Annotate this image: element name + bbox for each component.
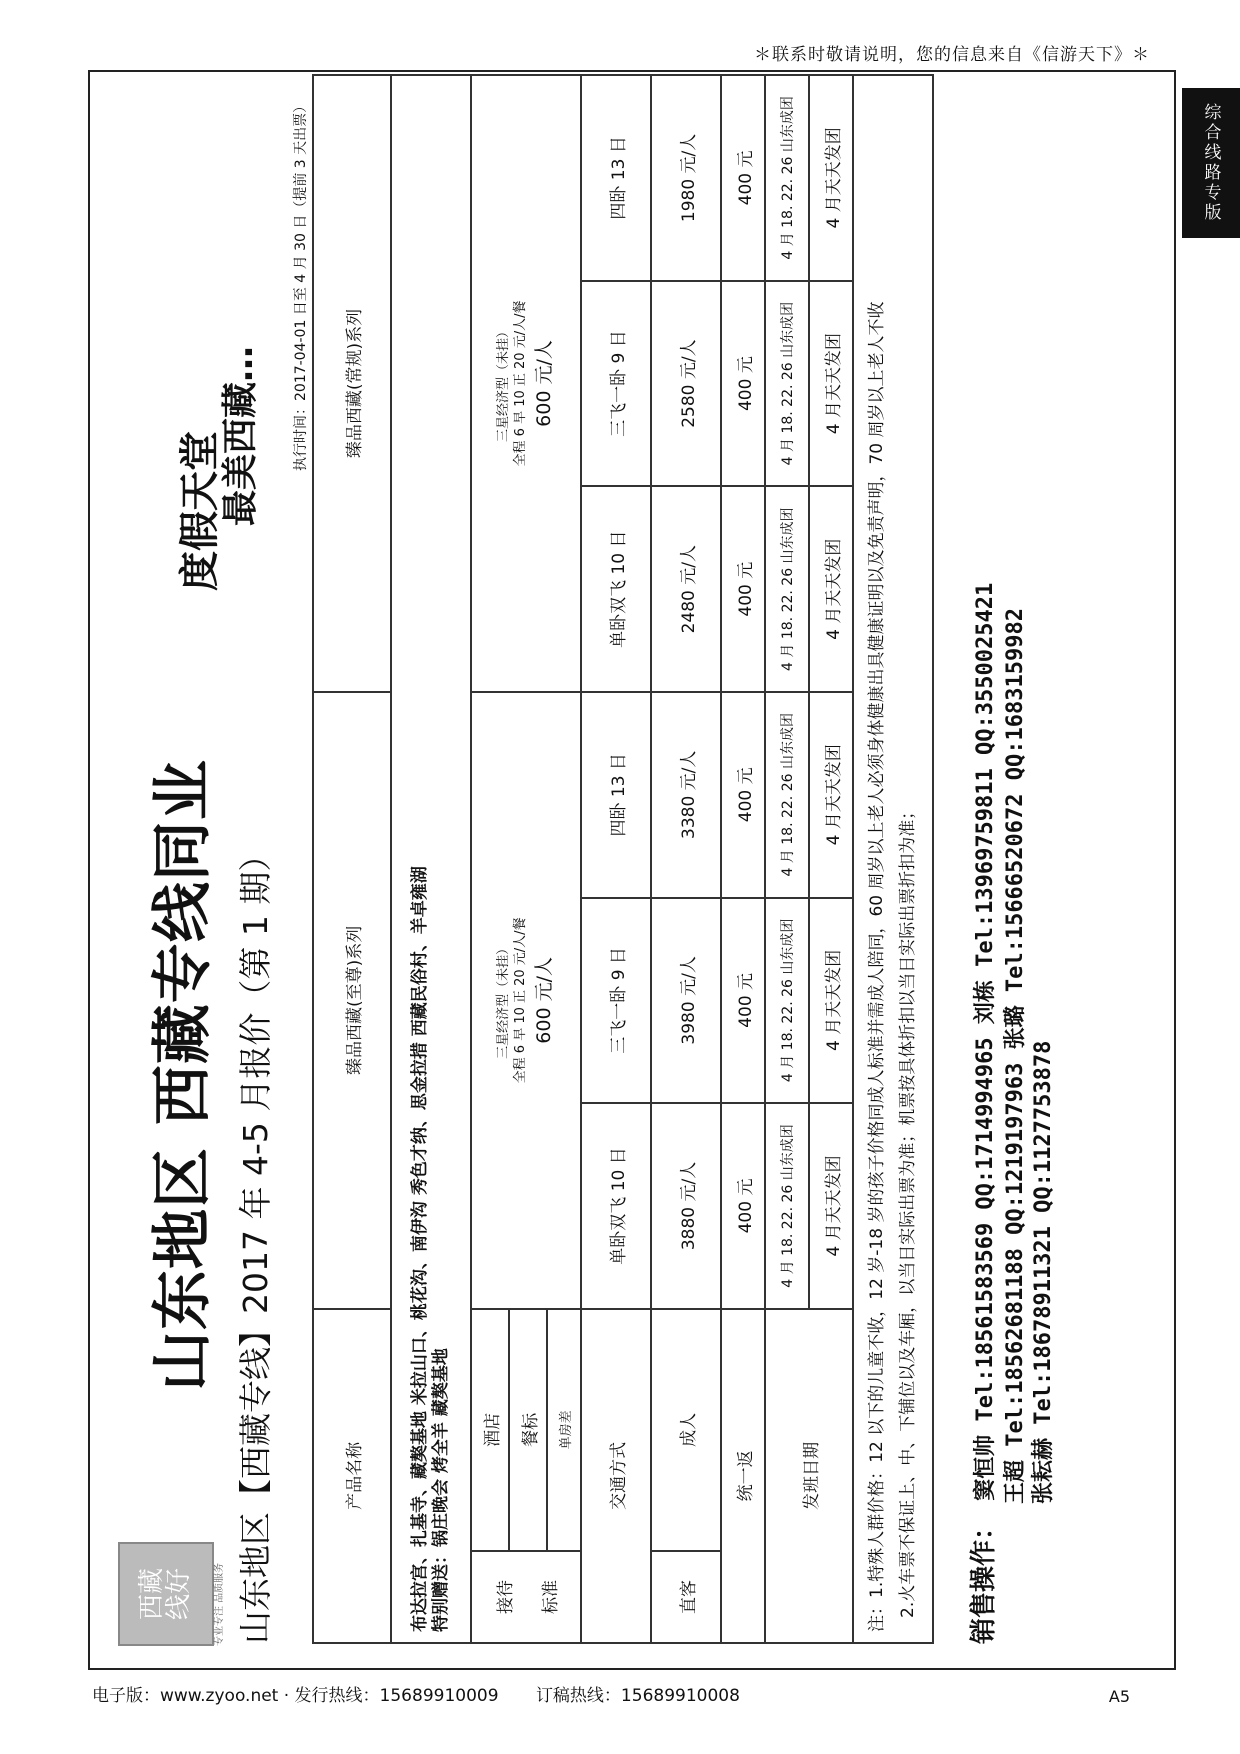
attractions-text: 布达拉宫、扎基寺、藏獒基地 米拉山口、桃花沟、南伊沟 秀色才纳、思金拉措 西藏民俗村、羊卓雍湖 (409, 866, 430, 1632)
dep-group-cell: 4 月 18. 22. 26 山东成团 (765, 486, 809, 692)
return-cell: 400 元 (721, 1103, 765, 1309)
dep-daily-cell: 4 月天天发团 (809, 898, 853, 1104)
contact-line: 王超 Tel:18562681188 QQ:1219197963 张璐 Tel:15666520672 QQ:1683159982 (1002, 608, 1028, 1504)
section-tab: 综合线路专版 (1182, 88, 1240, 238)
dep-group-cell: 4 月 18. 22. 26 山东成团 (765, 1103, 809, 1309)
main-title: 山东地区 西藏专线同业 (148, 759, 218, 1391)
contacts-label: 销售操作： (969, 1513, 999, 1644)
contact-line: 窦恒帅 Tel:18561583569 QQ:1714994965 刘栋 Tel:13969759811 QQ:3550025421 (973, 582, 998, 1501)
single-room-label: 单房差 (547, 1309, 581, 1551)
return-label: 统一返 (721, 1309, 765, 1643)
price-cell: 2580 元/人 (651, 281, 721, 487)
transport-cell: 四卧 13 日 (581, 75, 651, 281)
standard-label: 标准 (541, 1580, 561, 1614)
gift-text: 特别赠送：锅庄晚会 烤全羊 藏獒基地 (431, 1348, 451, 1632)
series-2: 臻品西藏(常规)系列 (313, 75, 391, 692)
transport-cell: 四卧 13 日 (581, 692, 651, 898)
dep-group-cell: 4 月 18. 22. 26 山东成团 (765, 898, 809, 1104)
dep-daily-cell: 4 月天天发团 (809, 281, 853, 487)
footer-right: 订稿热线：15689910008 (535, 1686, 740, 1706)
holiday-subtitle: 最美西藏… (220, 345, 261, 526)
direct-label: 直客 (651, 1551, 721, 1643)
meal-std-1: 全程 6 早 10 正 20 元/人/餐 (512, 917, 528, 1084)
departure-label: 发班日期 (765, 1309, 853, 1643)
attractions (391, 75, 471, 1643)
return-cell: 400 元 (721, 898, 765, 1104)
footer-left: 电子版：www.zyoo.net · 发行热线：15689910009 (92, 1686, 499, 1706)
return-cell: 400 元 (721, 75, 765, 281)
dep-daily-cell: 4 月天天发团 (809, 75, 853, 281)
footer (92, 1681, 740, 1706)
transport-cell: 单卧双飞 10 日 (581, 486, 651, 692)
product-label: 产品名称 (313, 1309, 391, 1643)
dep-group-cell: 4 月 18. 22. 26 山东成团 (765, 75, 809, 281)
single-room-1: 600 元/人 (532, 957, 555, 1044)
dep-daily-cell: 4 月天天发团 (809, 692, 853, 898)
notes (853, 75, 933, 1643)
logo-slogan: 专业专注 品质服务 (214, 1562, 225, 1646)
holiday-title: 度假天堂 (177, 431, 223, 591)
transport-cell: 单卧双飞 10 日 (581, 1103, 651, 1309)
source-note: ＊联系时敬请说明，您的信息来自《信游天下》＊ (754, 45, 1150, 65)
dep-daily-cell: 4 月天天发团 (809, 1103, 853, 1309)
meal-std-2: 全程 6 早 10 正 20 元/人/餐 (512, 300, 528, 467)
hotel-label: 酒店 (471, 1309, 509, 1551)
reception-label: 接待 (496, 1580, 516, 1614)
note-2: 2.火车票不保证上、中、下铺位以及车厢，以当日实际出票为准；机票按具体折扣以当日实际出票折扣为准； (898, 802, 918, 1618)
adult-label: 成人 (651, 1309, 721, 1551)
rotated-ad (90, 71, 1174, 1666)
meal-label: 餐标 (509, 1309, 547, 1551)
dep-group-cell: 4 月 18. 22. 26 山东成团 (765, 281, 809, 487)
execution-time: 执行时间：2017-04-01 日至 4 月 30 日（提前 3 天出票） (293, 98, 309, 471)
hotel-type-1: 三星经济型（未挂） (496, 941, 512, 1059)
price-cell: 2480 元/人 (651, 486, 721, 692)
sales-contacts (968, 583, 1059, 1644)
transport-label: 交通方式 (581, 1309, 651, 1643)
dep-daily-cell: 4 月天天发团 (809, 486, 853, 692)
brand-logo: 西藏 线好 (118, 1542, 214, 1646)
price-cell: 3980 元/人 (651, 898, 721, 1104)
return-cell: 400 元 (721, 486, 765, 692)
price-table (312, 74, 934, 1644)
hotel-info-2 (471, 75, 581, 692)
hotel-type-2: 三星经济型（未挂） (496, 324, 512, 442)
transport-cell: 三飞一卧 9 日 (581, 281, 651, 487)
contact-line: 张耘赫 Tel:18678911321 QQ:1127753878 (1031, 1040, 1057, 1504)
page-number: A5 (1108, 1687, 1130, 1706)
price-cell: 3380 元/人 (651, 692, 721, 898)
reception-standard (471, 1551, 581, 1643)
quote-subtitle: 山东地区【西藏专线】2017 年 4-5 月报价（第 1 期） (236, 838, 275, 1644)
note-1: 注：1.特殊人群价格：12 以下的儿童不收，12 岁-18 岁的孩子价格同成人标准并需成人陪同，60 周岁以上老人必须身体健康出具健康证明以及免责声明，70 周岁以上老人不收 (867, 301, 888, 1632)
price-cell: 3880 元/人 (651, 1103, 721, 1309)
price-cell: 1980 元/人 (651, 75, 721, 281)
hotel-info-1 (471, 692, 581, 1309)
series-1: 臻品西藏(至尊)系列 (313, 692, 391, 1309)
single-room-2: 600 元/人 (532, 340, 555, 427)
transport-cell: 三飞一卧 9 日 (581, 898, 651, 1104)
return-cell: 400 元 (721, 281, 765, 487)
return-cell: 400 元 (721, 692, 765, 898)
dep-group-cell: 4 月 18. 22. 26 山东成团 (765, 692, 809, 898)
